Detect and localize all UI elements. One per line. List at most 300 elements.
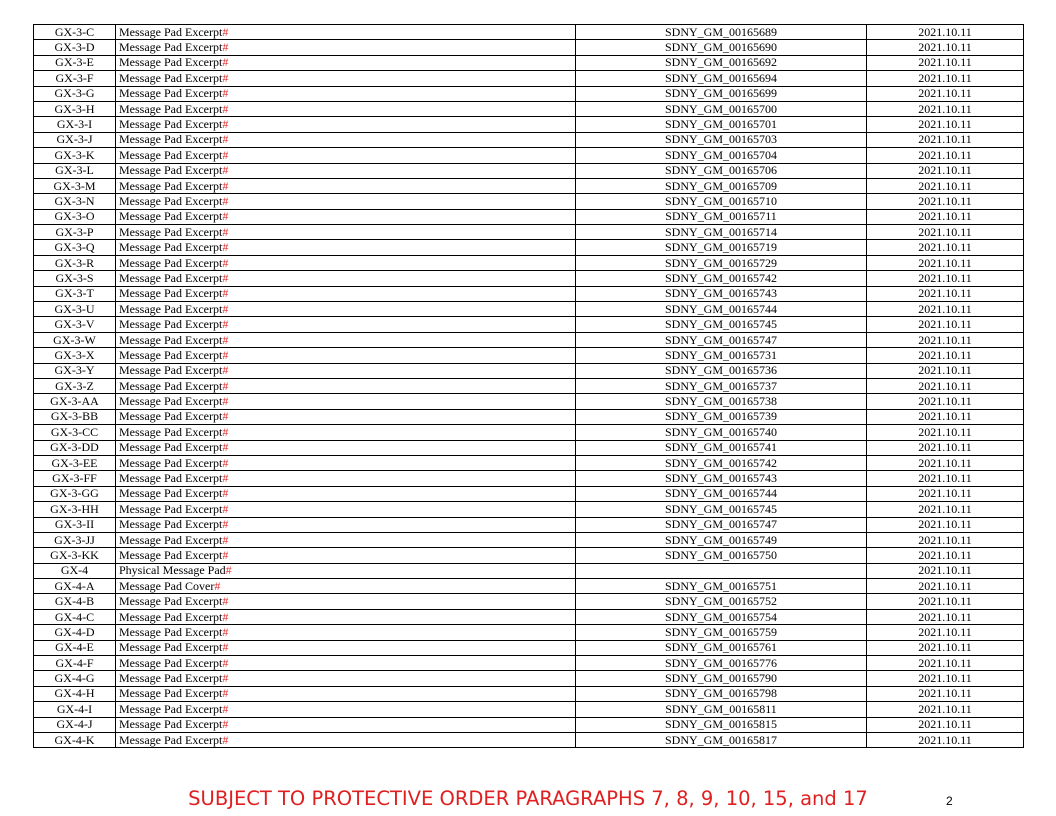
bates-number: SDNY_GM_00165776 [576, 656, 867, 671]
exhibit-description [116, 163, 576, 178]
exhibit-description-text: Message Pad Excerpt [119, 86, 223, 101]
bates-number: SDNY_GM_00165815 [576, 717, 867, 732]
bates-number: SDNY_GM_00165752 [576, 594, 867, 609]
exhibit-description-text: Message Pad Excerpt [119, 517, 223, 532]
exhibit-number: GX-3-BB [34, 409, 116, 424]
exhibit-number: GX-4-G [34, 671, 116, 686]
marker-symbol: # [222, 117, 229, 132]
exhibit-description-text: Message Pad Excerpt [119, 24, 223, 39]
table-row [34, 625, 1024, 640]
bates-number: SDNY_GM_00165719 [576, 240, 867, 255]
table-row [34, 502, 1024, 517]
bates-number: SDNY_GM_00165703 [576, 132, 867, 147]
exhibit-date: 2021.10.11 [867, 563, 1024, 578]
bates-number: SDNY_GM_00165699 [576, 86, 867, 101]
exhibit-date: 2021.10.11 [867, 732, 1024, 747]
table-row [34, 332, 1024, 347]
bates-number: SDNY_GM_00165817 [576, 732, 867, 747]
bates-number: SDNY_GM_00165743 [576, 471, 867, 486]
marker-symbol: # [222, 178, 229, 193]
bates-number [576, 563, 867, 578]
exhibit-description [116, 563, 576, 578]
bates-number: SDNY_GM_00165798 [576, 686, 867, 701]
marker-symbol: # [222, 224, 229, 239]
exhibit-description-text: Message Pad Excerpt [119, 394, 223, 409]
bates-number: SDNY_GM_00165745 [576, 317, 867, 332]
exhibit-date: 2021.10.11 [867, 594, 1024, 609]
exhibit-description-text: Message Pad Excerpt [119, 732, 223, 747]
exhibit-description [116, 609, 576, 624]
exhibit-description-text: Message Pad Excerpt [119, 655, 223, 670]
exhibit-description-text: Message Pad Excerpt [119, 686, 223, 701]
exhibit-description-text: Message Pad Excerpt [119, 609, 223, 624]
exhibit-description [116, 271, 576, 286]
exhibit-description-text: Message Pad Excerpt [119, 40, 223, 55]
bates-number: SDNY_GM_00165745 [576, 502, 867, 517]
exhibit-description-text: Message Pad Excerpt [119, 671, 223, 686]
exhibit-number: GX-3-K [34, 148, 116, 163]
marker-symbol: # [222, 547, 229, 562]
exhibit-number: GX-3-II [34, 517, 116, 532]
table-row [34, 425, 1024, 440]
exhibit-date: 2021.10.11 [867, 363, 1024, 378]
exhibit-date: 2021.10.11 [867, 640, 1024, 655]
marker-symbol: # [222, 40, 229, 55]
exhibit-number: GX-3-D [34, 40, 116, 55]
bates-number: SDNY_GM_00165701 [576, 117, 867, 132]
exhibit-number: GX-3-FF [34, 471, 116, 486]
exhibit-date: 2021.10.11 [867, 455, 1024, 470]
exhibit-date: 2021.10.11 [867, 425, 1024, 440]
exhibit-number: GX-3-GG [34, 486, 116, 501]
bates-number: SDNY_GM_00165714 [576, 225, 867, 240]
exhibit-date: 2021.10.11 [867, 717, 1024, 732]
marker-symbol: # [214, 578, 221, 593]
exhibit-date: 2021.10.11 [867, 579, 1024, 594]
marker-symbol: # [222, 132, 229, 147]
exhibit-description-text: Message Pad Excerpt [119, 624, 223, 639]
exhibit-number: GX-3-P [34, 225, 116, 240]
exhibit-date: 2021.10.11 [867, 548, 1024, 563]
exhibit-description [116, 702, 576, 717]
exhibit-description [116, 348, 576, 363]
marker-symbol: # [222, 363, 229, 378]
marker-symbol: # [222, 317, 229, 332]
marker-symbol: # [222, 532, 229, 547]
exhibit-date: 2021.10.11 [867, 471, 1024, 486]
exhibit-description-text: Message Pad Excerpt [119, 286, 223, 301]
exhibit-description [116, 317, 576, 332]
table-row [34, 348, 1024, 363]
exhibit-number: GX-3-J [34, 132, 116, 147]
exhibit-description-text: Message Pad Excerpt [119, 347, 223, 362]
marker-symbol: # [222, 24, 229, 39]
table-row [34, 163, 1024, 178]
exhibit-number: GX-3-X [34, 348, 116, 363]
marker-symbol: # [222, 624, 229, 639]
exhibit-description-text: Message Pad Excerpt [119, 209, 223, 224]
exhibit-date: 2021.10.11 [867, 178, 1024, 193]
marker-symbol: # [222, 163, 229, 178]
bates-number: SDNY_GM_00165743 [576, 286, 867, 301]
bates-number: SDNY_GM_00165736 [576, 363, 867, 378]
bates-number: SDNY_GM_00165759 [576, 625, 867, 640]
table-row [34, 394, 1024, 409]
exhibit-description [116, 502, 576, 517]
exhibit-description [116, 471, 576, 486]
bates-number: SDNY_GM_00165692 [576, 55, 867, 70]
exhibit-description [116, 517, 576, 532]
table-row [34, 178, 1024, 193]
bates-number: SDNY_GM_00165751 [576, 579, 867, 594]
exhibit-date: 2021.10.11 [867, 302, 1024, 317]
table-row [34, 101, 1024, 116]
exhibit-description [116, 178, 576, 193]
exhibit-description-text: Physical Message Pad [119, 563, 226, 578]
bates-number: SDNY_GM_00165689 [576, 25, 867, 40]
exhibit-number: GX-3-U [34, 302, 116, 317]
exhibit-list-body [34, 25, 1024, 748]
exhibit-description-text: Message Pad Excerpt [119, 255, 223, 270]
exhibit-date: 2021.10.11 [867, 240, 1024, 255]
bates-number: SDNY_GM_00165742 [576, 271, 867, 286]
table-row [34, 148, 1024, 163]
exhibit-number: GX-3-L [34, 163, 116, 178]
exhibit-number: GX-4-C [34, 609, 116, 624]
marker-symbol: # [222, 240, 229, 255]
exhibit-description [116, 532, 576, 547]
exhibit-description [116, 594, 576, 609]
exhibit-number: GX-3-CC [34, 425, 116, 440]
marker-symbol: # [222, 486, 229, 501]
marker-symbol: # [222, 440, 229, 455]
exhibit-number: GX-3-KK [34, 548, 116, 563]
table-row [34, 440, 1024, 455]
exhibit-date: 2021.10.11 [867, 25, 1024, 40]
exhibit-description [116, 656, 576, 671]
table-row [34, 517, 1024, 532]
exhibit-description [116, 194, 576, 209]
exhibit-description [116, 40, 576, 55]
exhibit-date: 2021.10.11 [867, 55, 1024, 70]
exhibit-description-text: Message Pad Excerpt [119, 409, 223, 424]
table-row [34, 455, 1024, 470]
marker-symbol: # [222, 671, 229, 686]
page-number: 2 [946, 794, 953, 808]
exhibit-date: 2021.10.11 [867, 378, 1024, 393]
exhibit-date: 2021.10.11 [867, 148, 1024, 163]
table-row [34, 486, 1024, 501]
exhibit-number: GX-4-J [34, 717, 116, 732]
marker-symbol: # [222, 717, 229, 732]
exhibit-description [116, 117, 576, 132]
exhibit-description [116, 148, 576, 163]
exhibit-description-text: Message Pad Excerpt [119, 55, 223, 70]
table-row [34, 363, 1024, 378]
table-row [34, 656, 1024, 671]
table-row [34, 609, 1024, 624]
exhibit-number: GX-3-JJ [34, 532, 116, 547]
bates-number: SDNY_GM_00165711 [576, 209, 867, 224]
bates-number: SDNY_GM_00165740 [576, 425, 867, 440]
exhibit-description-text: Message Pad Excerpt [119, 70, 223, 85]
table-row [34, 209, 1024, 224]
table-row [34, 225, 1024, 240]
exhibit-number: GX-3-N [34, 194, 116, 209]
table-row [34, 71, 1024, 86]
exhibit-description-text: Message Pad Excerpt [119, 471, 223, 486]
exhibit-date: 2021.10.11 [867, 332, 1024, 347]
exhibit-date: 2021.10.11 [867, 671, 1024, 686]
exhibit-date: 2021.10.11 [867, 163, 1024, 178]
bates-number: SDNY_GM_00165731 [576, 348, 867, 363]
exhibit-description [116, 394, 576, 409]
bates-number: SDNY_GM_00165709 [576, 178, 867, 193]
exhibit-date: 2021.10.11 [867, 702, 1024, 717]
exhibit-description [116, 625, 576, 640]
table-row [34, 671, 1024, 686]
exhibit-description [116, 25, 576, 40]
exhibit-date: 2021.10.11 [867, 625, 1024, 640]
table-row [34, 25, 1024, 40]
table-row [34, 132, 1024, 147]
table-row [34, 548, 1024, 563]
marker-symbol: # [222, 655, 229, 670]
marker-symbol: # [222, 394, 229, 409]
exhibit-description [116, 640, 576, 655]
bates-number: SDNY_GM_00165742 [576, 455, 867, 470]
table-row [34, 579, 1024, 594]
exhibit-number: GX-3-G [34, 86, 116, 101]
table-row [34, 702, 1024, 717]
table-row [34, 194, 1024, 209]
bates-number: SDNY_GM_00165749 [576, 532, 867, 547]
exhibit-description-text: Message Pad Excerpt [119, 455, 223, 470]
exhibit-number: GX-3-O [34, 209, 116, 224]
exhibit-date: 2021.10.11 [867, 101, 1024, 116]
table-row [34, 317, 1024, 332]
exhibit-number: GX-3-H [34, 101, 116, 116]
exhibit-description-text: Message Pad Excerpt [119, 701, 223, 716]
exhibit-date: 2021.10.11 [867, 286, 1024, 301]
exhibit-number: GX-3-I [34, 117, 116, 132]
exhibit-date: 2021.10.11 [867, 255, 1024, 270]
exhibit-description [116, 209, 576, 224]
exhibit-description [116, 225, 576, 240]
exhibit-number: GX-4-B [34, 594, 116, 609]
table-row [34, 732, 1024, 747]
table-row [34, 471, 1024, 486]
bates-number: SDNY_GM_00165737 [576, 378, 867, 393]
exhibit-date: 2021.10.11 [867, 609, 1024, 624]
exhibit-date: 2021.10.11 [867, 532, 1024, 547]
exhibit-number: GX-4-E [34, 640, 116, 655]
marker-symbol: # [222, 455, 229, 470]
exhibit-date: 2021.10.11 [867, 686, 1024, 701]
exhibit-description-text: Message Pad Excerpt [119, 363, 223, 378]
marker-symbol: # [222, 101, 229, 116]
exhibit-description [116, 717, 576, 732]
exhibit-date: 2021.10.11 [867, 40, 1024, 55]
exhibit-list-table [33, 24, 1024, 748]
exhibit-date: 2021.10.11 [867, 71, 1024, 86]
bates-number: SDNY_GM_00165694 [576, 71, 867, 86]
bates-number: SDNY_GM_00165741 [576, 440, 867, 455]
table-row [34, 532, 1024, 547]
marker-symbol: # [222, 378, 229, 393]
marker-symbol: # [222, 86, 229, 101]
bates-number: SDNY_GM_00165747 [576, 517, 867, 532]
marker-symbol: # [222, 501, 229, 516]
exhibit-number: GX-3-W [34, 332, 116, 347]
exhibit-description [116, 440, 576, 455]
exhibit-date: 2021.10.11 [867, 317, 1024, 332]
exhibit-date: 2021.10.11 [867, 194, 1024, 209]
exhibit-description [116, 86, 576, 101]
bates-number: SDNY_GM_00165710 [576, 194, 867, 209]
marker-symbol: # [222, 332, 229, 347]
exhibit-description [116, 55, 576, 70]
marker-symbol: # [222, 609, 229, 624]
exhibit-date: 2021.10.11 [867, 132, 1024, 147]
bates-number: SDNY_GM_00165790 [576, 671, 867, 686]
exhibit-number: GX-4-K [34, 732, 116, 747]
marker-symbol: # [222, 347, 229, 362]
exhibit-description [116, 732, 576, 747]
marker-symbol: # [222, 409, 229, 424]
exhibit-description [116, 671, 576, 686]
exhibit-description-text: Message Pad Excerpt [119, 378, 223, 393]
exhibit-description-text: Message Pad Excerpt [119, 117, 223, 132]
exhibit-description-text: Message Pad Excerpt [119, 594, 223, 609]
table-row [34, 86, 1024, 101]
bates-number: SDNY_GM_00165690 [576, 40, 867, 55]
exhibit-description-text: Message Pad Excerpt [119, 178, 223, 193]
marker-symbol: # [222, 640, 229, 655]
exhibit-number: GX-3-EE [34, 455, 116, 470]
table-row [34, 409, 1024, 424]
marker-symbol: # [222, 301, 229, 316]
exhibit-description-text: Message Pad Excerpt [119, 240, 223, 255]
table-row [34, 378, 1024, 393]
exhibit-description [116, 486, 576, 501]
exhibit-date: 2021.10.11 [867, 209, 1024, 224]
exhibit-number: GX-3-S [34, 271, 116, 286]
exhibit-date: 2021.10.11 [867, 394, 1024, 409]
exhibit-date: 2021.10.11 [867, 486, 1024, 501]
exhibit-number: GX-3-M [34, 178, 116, 193]
exhibit-description-text: Message Pad Excerpt [119, 424, 223, 439]
exhibit-description [116, 455, 576, 470]
exhibit-date: 2021.10.11 [867, 502, 1024, 517]
exhibit-description-text: Message Pad Excerpt [119, 486, 223, 501]
exhibit-description-text: Message Pad Excerpt [119, 132, 223, 147]
exhibit-date: 2021.10.11 [867, 271, 1024, 286]
marker-symbol: # [222, 424, 229, 439]
exhibit-date: 2021.10.11 [867, 656, 1024, 671]
exhibit-number: GX-3-AA [34, 394, 116, 409]
exhibit-date: 2021.10.11 [867, 225, 1024, 240]
marker-symbol: # [222, 147, 229, 162]
table-row [34, 55, 1024, 70]
exhibit-description [116, 132, 576, 147]
table-row [34, 563, 1024, 578]
bates-number: SDNY_GM_00165744 [576, 486, 867, 501]
marker-symbol: # [222, 286, 229, 301]
table-row [34, 686, 1024, 701]
table-row [34, 286, 1024, 301]
exhibit-number: GX-3-C [34, 25, 116, 40]
bates-number: SDNY_GM_00165729 [576, 255, 867, 270]
exhibit-description-text: Message Pad Excerpt [119, 101, 223, 116]
exhibit-date: 2021.10.11 [867, 86, 1024, 101]
exhibit-description-text: Message Pad Excerpt [119, 332, 223, 347]
marker-symbol: # [222, 209, 229, 224]
exhibit-description-text: Message Pad Excerpt [119, 224, 223, 239]
exhibit-description-text: Message Pad Excerpt [119, 640, 223, 655]
exhibit-description-text: Message Pad Excerpt [119, 440, 223, 455]
exhibit-number: GX-3-F [34, 71, 116, 86]
bates-number: SDNY_GM_00165761 [576, 640, 867, 655]
table-row [34, 717, 1024, 732]
exhibit-description [116, 363, 576, 378]
marker-symbol: # [222, 471, 229, 486]
exhibit-description-text: Message Pad Excerpt [119, 301, 223, 316]
exhibit-number: GX-3-R [34, 255, 116, 270]
exhibit-date: 2021.10.11 [867, 440, 1024, 455]
exhibit-number: GX-3-Z [34, 378, 116, 393]
table-row [34, 40, 1024, 55]
exhibit-number: GX-4-I [34, 702, 116, 717]
exhibit-description-text: Message Pad Excerpt [119, 532, 223, 547]
bates-number: SDNY_GM_00165754 [576, 609, 867, 624]
table-row [34, 640, 1024, 655]
table-row [34, 594, 1024, 609]
exhibit-number: GX-3-Y [34, 363, 116, 378]
exhibit-number: GX-3-V [34, 317, 116, 332]
exhibit-description-text: Message Pad Excerpt [119, 717, 223, 732]
marker-symbol: # [222, 732, 229, 747]
bates-number: SDNY_GM_00165704 [576, 148, 867, 163]
exhibit-description [116, 255, 576, 270]
exhibit-description-text: Message Pad Excerpt [119, 147, 223, 162]
bates-number: SDNY_GM_00165700 [576, 101, 867, 116]
exhibit-number: GX-3-DD [34, 440, 116, 455]
table-row [34, 240, 1024, 255]
exhibit-date: 2021.10.11 [867, 117, 1024, 132]
exhibit-date: 2021.10.11 [867, 348, 1024, 363]
marker-symbol: # [222, 686, 229, 701]
marker-symbol: # [222, 70, 229, 85]
exhibit-description [116, 302, 576, 317]
exhibit-description-text: Message Pad Excerpt [119, 163, 223, 178]
marker-symbol: # [222, 517, 229, 532]
exhibit-description [116, 409, 576, 424]
exhibit-description-text: Message Pad Excerpt [119, 193, 223, 208]
exhibit-number: GX-3-T [34, 286, 116, 301]
bates-number: SDNY_GM_00165706 [576, 163, 867, 178]
exhibit-number: GX-3-E [34, 55, 116, 70]
exhibit-date: 2021.10.11 [867, 517, 1024, 532]
marker-symbol: # [225, 563, 232, 578]
exhibit-description [116, 686, 576, 701]
exhibit-description [116, 286, 576, 301]
exhibit-number: GX-3-HH [34, 502, 116, 517]
bates-number: SDNY_GM_00165739 [576, 409, 867, 424]
exhibit-description-text: Message Pad Cover [119, 578, 215, 593]
exhibit-description [116, 425, 576, 440]
bates-number: SDNY_GM_00165747 [576, 332, 867, 347]
